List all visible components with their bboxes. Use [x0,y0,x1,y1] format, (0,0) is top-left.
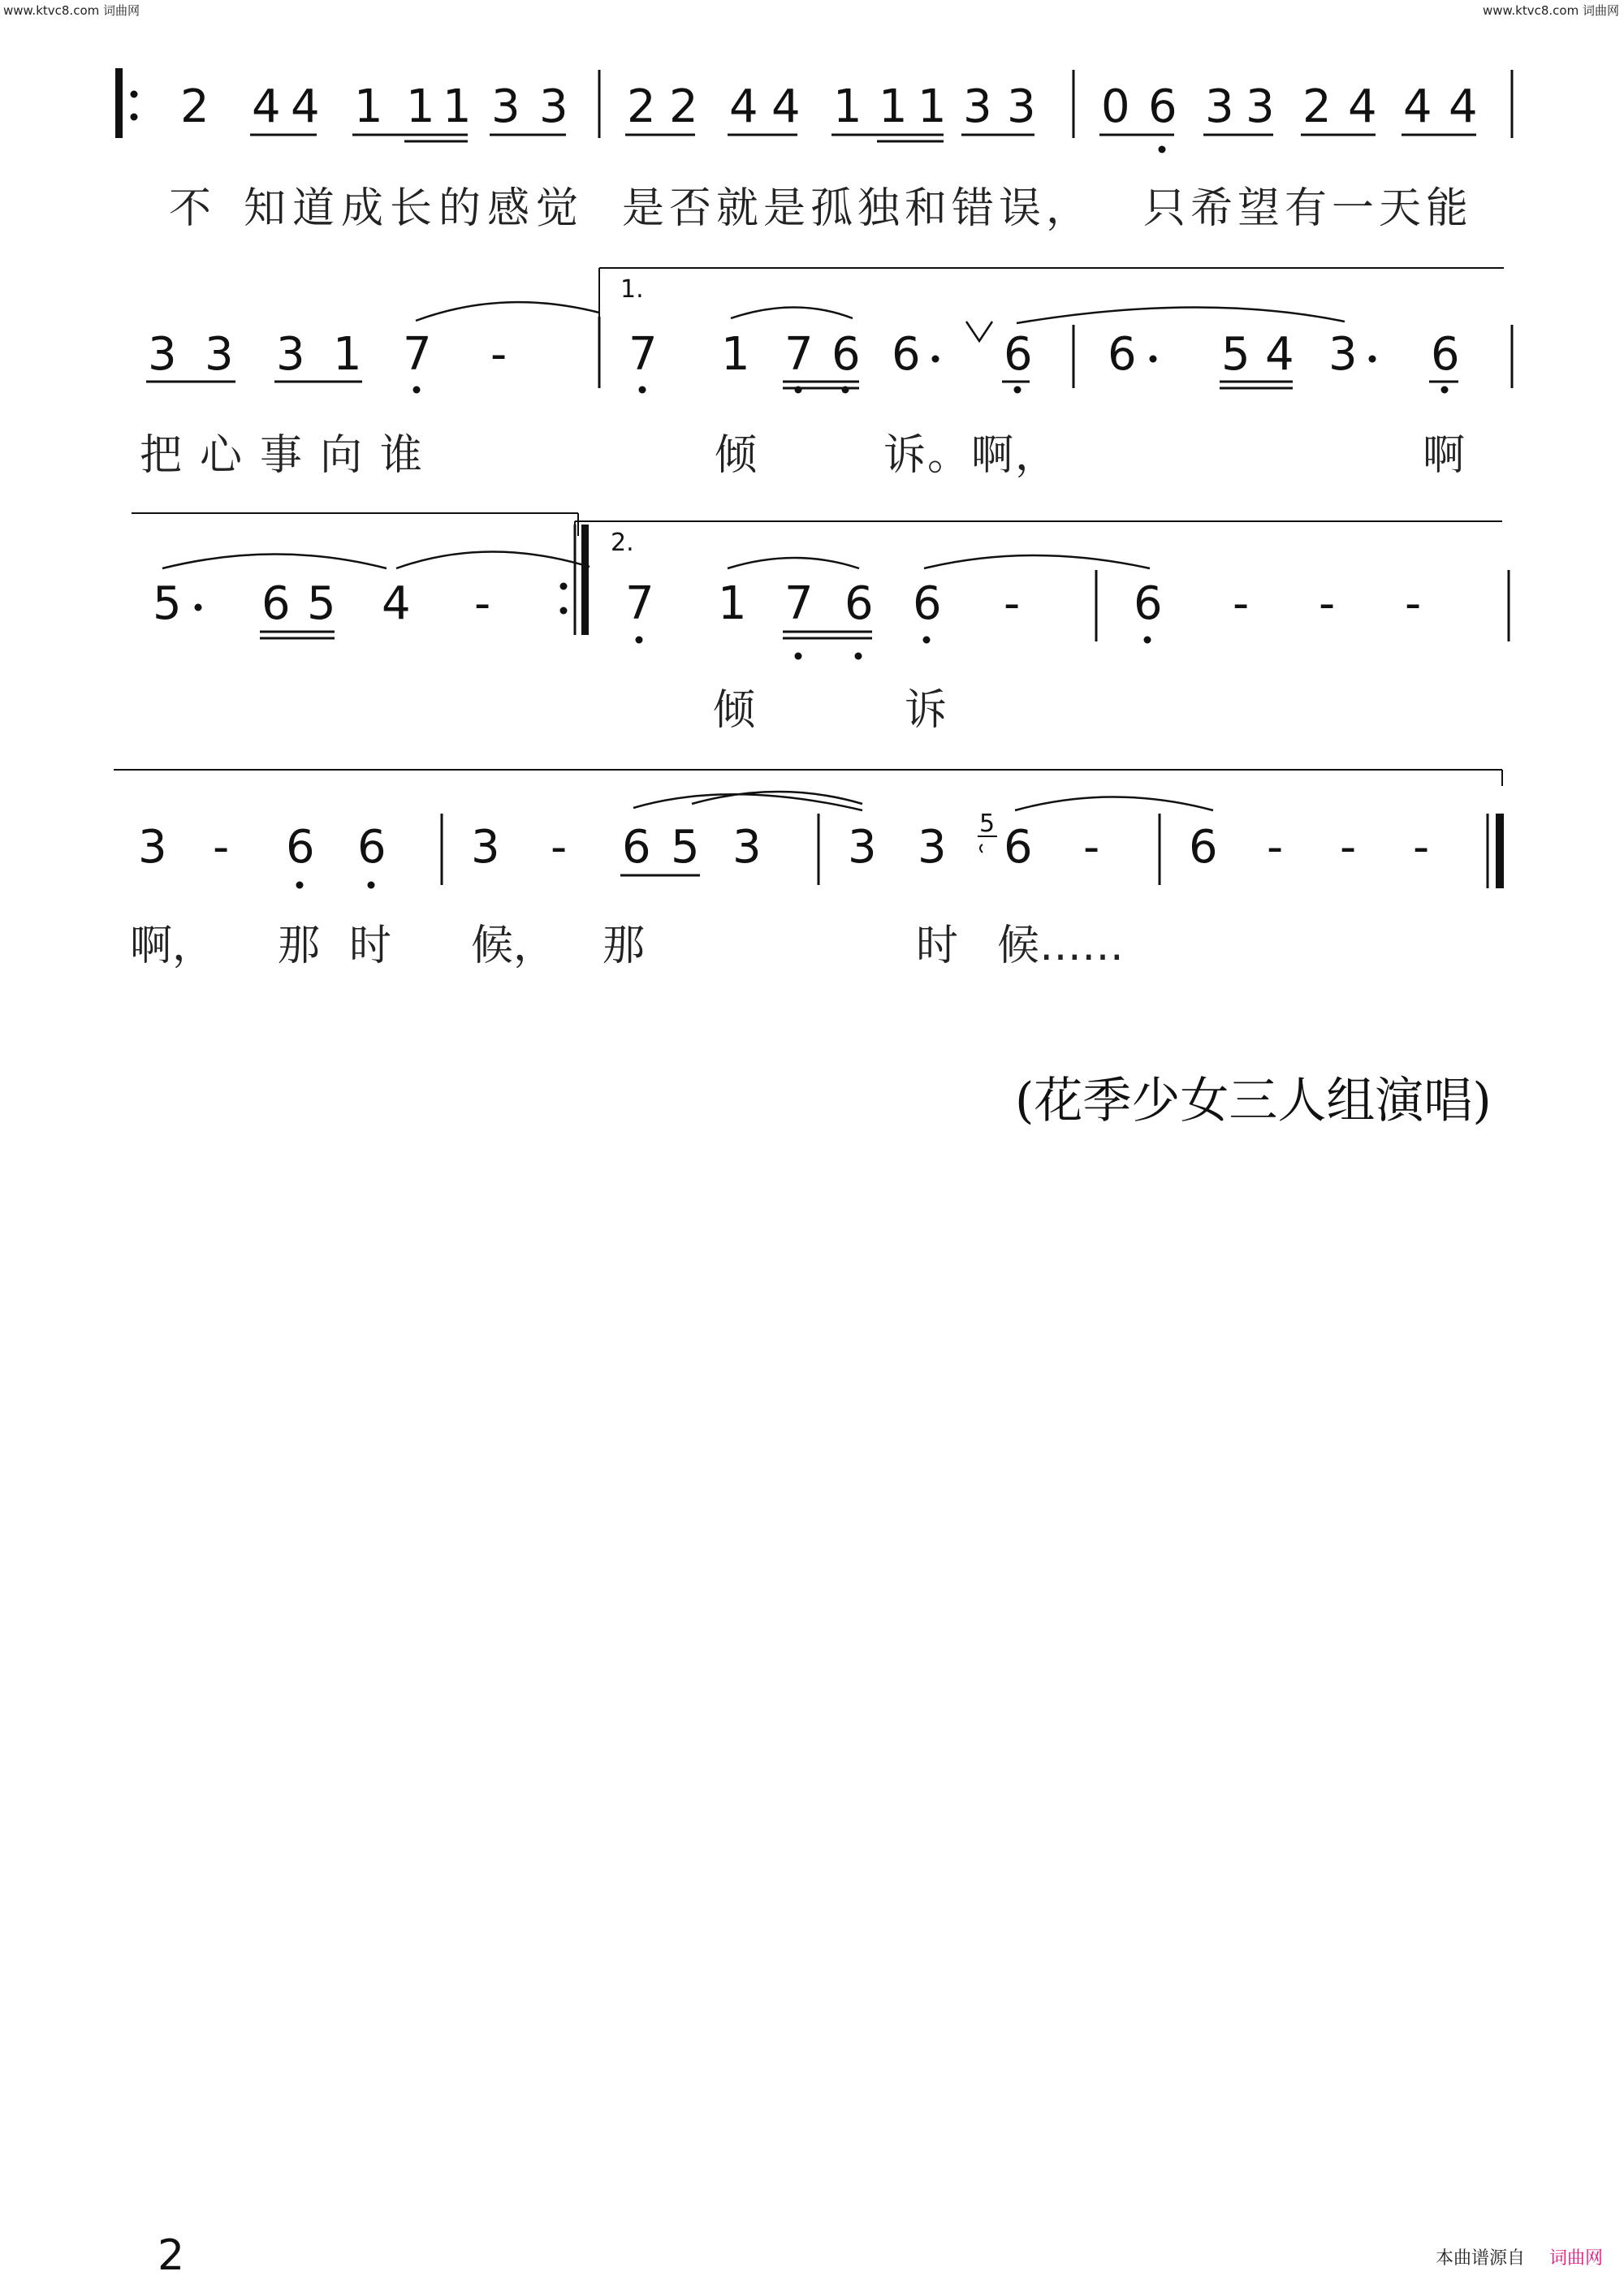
svg-text:6: 6 [831,328,861,381]
svg-text:1: 1 [879,80,908,133]
score-line-1 [115,68,1512,153]
svg-text:5: 5 [153,577,182,630]
svg-text:1: 1 [333,328,362,381]
svg-text:3: 3 [471,821,500,874]
svg-text:6: 6 [1004,328,1033,381]
svg-text:0: 0 [1101,80,1130,133]
svg-text:6: 6 [1108,328,1137,381]
svg-text:6: 6 [844,577,874,630]
svg-text:1: 1 [721,328,750,381]
svg-text:2: 2 [180,80,209,133]
lyric-segment: 候…… [997,922,1125,970]
svg-text:1.: 1. [620,275,644,304]
lyric-segment: 那 [603,922,646,970]
svg-text:-: - [1233,577,1250,630]
svg-text:2.: 2. [611,529,634,557]
svg-text:6: 6 [892,328,921,381]
lyric-segment: 倾 [715,431,758,480]
svg-text:4: 4 [771,80,801,133]
svg-text:3: 3 [148,328,177,381]
svg-text:6: 6 [1431,328,1460,381]
svg-text:-: - [490,328,508,381]
svg-text:-: - [474,577,491,630]
svg-text:7: 7 [625,577,654,630]
svg-text:5: 5 [307,577,336,630]
lyric-segment: 把心事向谁 [140,431,441,480]
svg-text:2: 2 [1302,80,1332,133]
svg-text:3: 3 [1007,80,1036,133]
svg-text:7: 7 [784,577,814,630]
svg-text:3: 3 [918,821,947,874]
svg-text:-: - [1319,577,1336,630]
svg-text:6: 6 [261,577,291,630]
svg-text:-: - [1004,577,1021,630]
svg-text:7: 7 [403,328,432,381]
svg-text:-: - [1405,577,1422,630]
svg-text:3: 3 [1246,80,1275,133]
svg-text:4: 4 [1449,80,1478,133]
svg-text:3: 3 [848,821,877,874]
lyric-segment: 不 [169,184,212,233]
svg-text:5: 5 [1221,328,1250,381]
grace-note: 5 [979,810,996,838]
svg-text:3: 3 [732,821,762,874]
svg-text:6: 6 [1134,577,1163,630]
svg-text:2: 2 [669,80,698,133]
svg-text:-: - [1083,821,1100,874]
svg-text:4: 4 [1265,328,1294,381]
watermark-left: www.ktvc8.com 词曲网 [3,3,140,18]
lyric-segment: 是否就是孤独和错误， [622,184,1094,233]
lyric-segment: 知道成长的感觉 [244,184,585,233]
svg-text:4: 4 [252,80,281,133]
svg-text:6: 6 [1189,821,1218,874]
svg-text:2: 2 [627,80,656,133]
svg-text:3: 3 [205,328,234,381]
jianpu-score [0,0,1624,1137]
svg-text:1: 1 [833,80,862,133]
watermark-right: www.ktvc8.com 词曲网 [1482,3,1619,18]
lyric-segment: 时 [349,922,392,970]
svg-text:6: 6 [622,821,651,874]
lyric-segment: 只希望有一天能 [1143,184,1474,233]
svg-text:4: 4 [291,80,320,133]
svg-text:1: 1 [718,577,747,630]
svg-text:7: 7 [784,328,814,381]
svg-text:1: 1 [918,80,947,133]
lyric-segment: 那 [278,922,321,970]
svg-text:3: 3 [491,80,520,133]
svg-text:1: 1 [354,80,383,133]
lyric-segment: 时 [916,922,959,970]
svg-text:-: - [1413,821,1430,874]
svg-text:5: 5 [671,821,700,874]
lyric-segment: 诉 [905,686,948,735]
performer-credit: (花季少女三人组演唱) [1015,1073,1492,1129]
lyric-segment: 诉。啊， [883,431,1060,480]
svg-text:3: 3 [138,821,167,874]
svg-text:1: 1 [443,80,472,133]
svg-text:4: 4 [382,577,411,630]
svg-text:7: 7 [628,328,658,381]
lyric-segment: 倾 [713,686,756,735]
page-number: 2 [158,2231,185,2280]
lyric-segment: 候， [471,922,556,970]
footer-brand: 词曲网 [1549,2248,1604,2269]
svg-text:6: 6 [913,577,942,630]
svg-text:1: 1 [406,80,435,133]
score-line-2 [146,268,1512,394]
svg-text:6: 6 [1148,80,1177,133]
svg-text:6: 6 [286,821,315,874]
lyric-segment: 啊， [130,922,215,970]
svg-text:4: 4 [729,80,758,133]
footer-text: 本曲谱源自 [1436,2248,1526,2269]
svg-text:3: 3 [539,80,568,133]
svg-text:-: - [1340,821,1357,874]
svg-text:3: 3 [1328,328,1358,381]
svg-text:4: 4 [1403,80,1432,133]
svg-text:6: 6 [1004,821,1033,874]
svg-text:3: 3 [276,328,305,381]
svg-text:3: 3 [1205,80,1234,133]
svg-text:6: 6 [357,821,387,874]
svg-text:-: - [551,821,568,874]
score-line-4 [114,770,1504,889]
svg-text:3: 3 [963,80,992,133]
score-line-3 [132,513,1509,660]
svg-text:-: - [213,821,230,874]
svg-text:4: 4 [1348,80,1377,133]
lyric-segment: 啊 [1423,431,1466,480]
svg-text:-: - [1267,821,1284,874]
